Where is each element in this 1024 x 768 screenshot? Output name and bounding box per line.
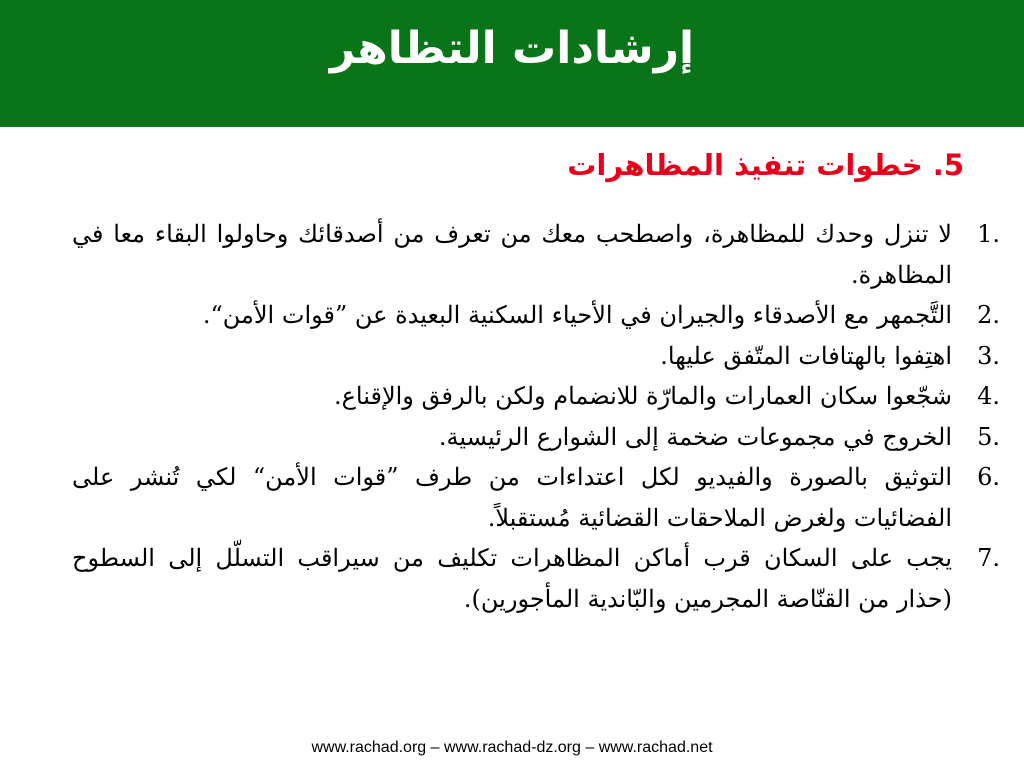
step-text: التَّجمهر مع الأصدقاء والجيران في الأحياء السكنية البعيدة عن ”قوات الأمن“.: [202, 301, 952, 329]
step-number: 5.: [977, 422, 1000, 451]
step-text: يجب على السكان قرب أماكن المظاهرات تكليف من سيراقب التسلّل إلى السطوح (حذار من القنّاصة المجرمين والبّاندية المأجورين).: [72, 544, 952, 613]
steps-list: [72, 214, 1000, 619]
step-text: اهتِفوا بالهتافات المتّفق عليها.: [660, 341, 952, 370]
step-number: 4.: [977, 382, 1000, 410]
step-item: [72, 336, 1000, 377]
step-number: 6.: [977, 463, 1000, 491]
footer-links: www.rachad.org – www.rachad-dz.org – www.rachad.net: [311, 739, 713, 756]
step-number: 7.: [977, 544, 1000, 572]
step-item: [72, 214, 1000, 295]
slide-title: إرشادات التظاهر: [329, 23, 695, 74]
step-item: [72, 295, 1000, 336]
step-number: 3.: [977, 341, 1000, 370]
step-item: [72, 376, 1000, 417]
step-text: الخروج في مجموعات ضخمة إلى الشوارع الرئيسية.: [438, 422, 952, 451]
step-text: التوثيق بالصورة والفيديو لكل اعتداءات من طرف ”قوات الأمن“ لكي تُنشر على الفضائيات ولغرض الملاحقات القضائية مُستقبلاً.: [72, 463, 952, 532]
section-heading: 5. خطوات تنفيذ المظاهرات: [567, 148, 964, 182]
step-text: شجّعوا سكان العمارات والمارّة للانضمام ولكن بالرفق والإقناع.: [333, 382, 952, 410]
step-item: [72, 417, 1000, 458]
step-item: [72, 538, 1000, 619]
step-text: لا تنزل وحدك للمظاهرة، واصطحب معك من تعرف من أصدقائك وحاولوا البقاء معا في المظاهرة.: [72, 220, 952, 289]
step-item: [72, 457, 1000, 538]
step-number: 2.: [977, 301, 1000, 329]
step-number: 1.: [977, 220, 1000, 248]
